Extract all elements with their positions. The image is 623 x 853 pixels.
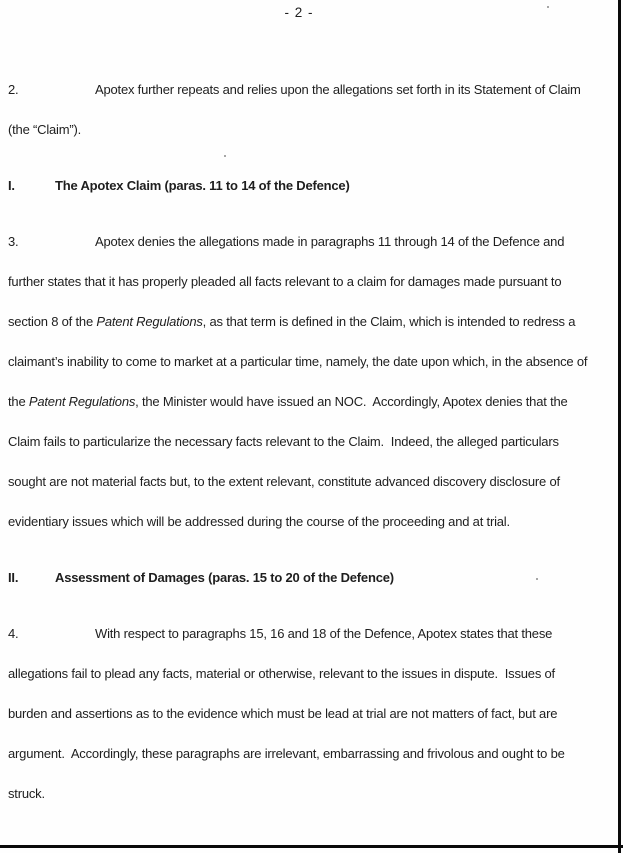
scan-speck — [224, 155, 226, 157]
page-number: - 2 - — [284, 5, 314, 20]
text-segment: Assessment of Damages (paras. 15 to 20 of the Defence) — [55, 570, 394, 585]
paragraph-number: 3. — [8, 234, 19, 249]
heading-text — [55, 570, 394, 585]
document-paragraph — [8, 614, 590, 814]
text-segment: , as that term is defined in the Claim, which is intended to redress a claimant’s inability to come to market at a particular time, namely, the date upon which, in the absence of the — [8, 314, 591, 409]
document-heading — [8, 166, 590, 206]
italic-segment: Patent Regulations — [96, 314, 203, 329]
italic-segment: Patent Regulations — [28, 394, 136, 409]
document-heading — [8, 558, 590, 598]
document-blocks — [8, 70, 590, 814]
scan-speck — [536, 578, 538, 580]
document-paragraph — [8, 70, 590, 150]
scan-edge-right — [618, 0, 621, 853]
document-content — [8, 0, 590, 814]
paragraph-text — [8, 234, 591, 529]
paragraph-number: 4. — [8, 626, 19, 641]
document-paragraph — [8, 222, 590, 542]
scan-speck — [547, 6, 549, 8]
heading-text — [55, 178, 350, 193]
heading-number: I. — [8, 178, 15, 193]
text-segment: Apotex further repeats and relies upon the allegations set forth in its Statement of Claim (the “Claim”). — [8, 82, 585, 137]
text-segment: With respect to paragraphs 15, 16 and 18 of the Defence, Apotex states that these allegations fail to plead any facts, material or otherwise, relevant to the issues in dispute. Issues of burden and assertions as to the evidence which must be lead at trial are not matters of fact, but are argument. Accordingly, these paragraphs are irrelevant, embarrassing and frivolous and ought to be struck. — [8, 626, 569, 801]
text-segment: , the Minister would have issued an NOC. Accordingly, Apotex denies that the Claim fails to particularize the necessary facts relevant to the Claim. Indeed, the alleged particulars sought are not material facts but, to the extent relevant, constitute advanced discovery disclosure of evidentiary issues which will be addressed during the course of the proceeding and at trial. — [8, 394, 571, 529]
heading-number: II. — [8, 570, 19, 585]
scan-edge-bottom — [0, 845, 623, 848]
text-segment: Apotex denies the allegations made in paragraphs 11 through 14 of the Defence and further states that it has properly pleaded all facts relevant to a claim for damages made pursuant to section 8 of the — [8, 234, 568, 329]
paragraph-number: 2. — [8, 82, 19, 97]
text-segment: The Apotex Claim (paras. 11 to 14 of the Defence) — [55, 178, 350, 193]
